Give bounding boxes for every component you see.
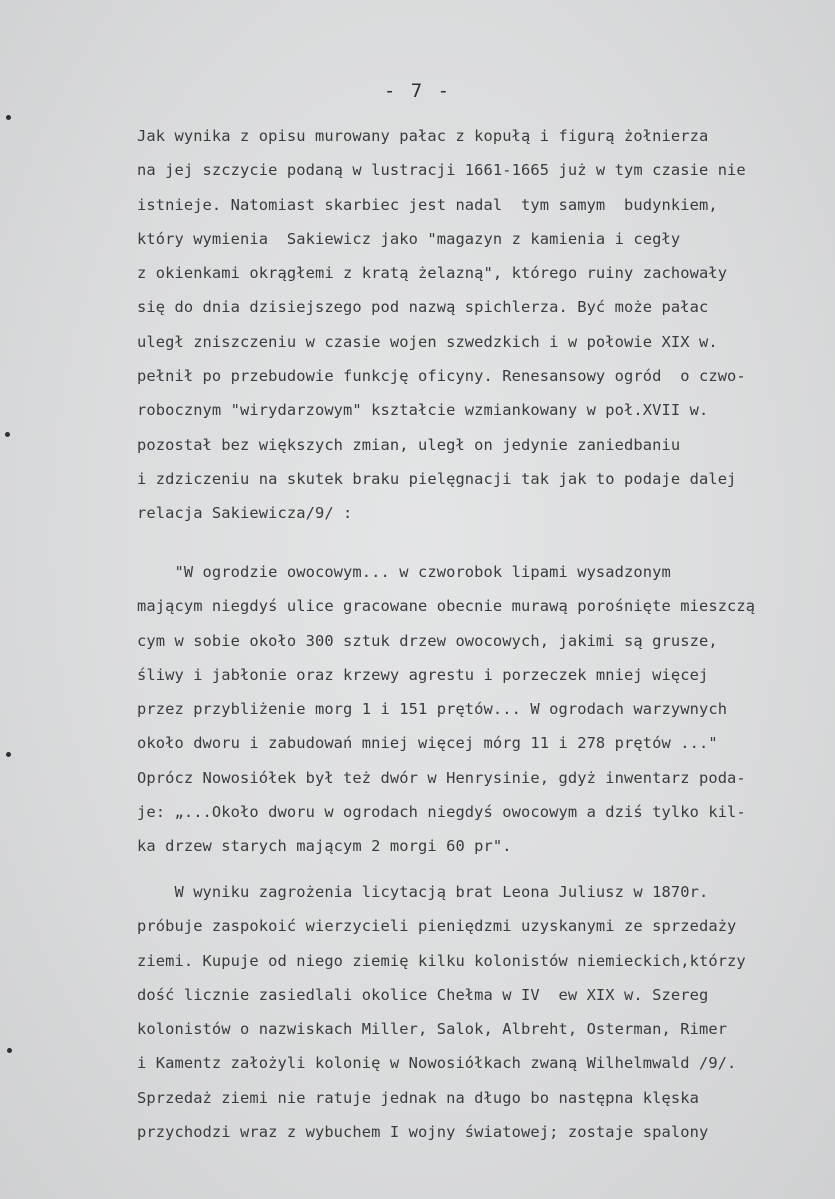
margin-punch-mark (5, 432, 10, 437)
text-line: się do dnia dzisiejszego pod nazwą spichlerza. Być może pałac (137, 298, 709, 317)
paragraph-3 (137, 875, 827, 1149)
margin-punch-mark (7, 1048, 12, 1053)
text-line: około dworu i zabudowań mniej więcej mórg 11 i 278 prętów ..." (137, 734, 718, 753)
text-line: cym w sobie około 300 sztuk drzew owocowych, jakimi są grusze, (137, 631, 718, 650)
paragraph-1 (137, 119, 827, 531)
text-line: na jej szczycie podaną w lustracji 1661-1665 już w tym czasie nie (137, 161, 746, 180)
page-number: - 7 - (383, 80, 452, 102)
text-line: uległ zniszczeniu w czasie wojen szwedzkich i w połowie XIX w. (137, 332, 718, 351)
text-line: mającym niegdyś ulice gracowane obecnie murawą porośnięte mieszczą (137, 597, 756, 616)
text-line: ka drzew starych mającym 2 morgi 60 pr". (137, 837, 512, 856)
text-line: Jak wynika z opisu murowany pałac z kopułą i figurą żołnierza (137, 127, 709, 145)
text-line: istnieje. Natomiast skarbiec jest nadal tym samym budynkiem, (137, 195, 718, 214)
text-line: i zdziczeniu na skutek braku pielęgnacji tak jak to podaje dalej (137, 469, 737, 488)
text-line: przez przybliżenie morg 1 i 151 prętów... W ogrodach warzywnych (137, 700, 728, 719)
text-line: z okienkami okrągłemi z kratą żelazną", którego ruiny zachowały (137, 264, 728, 283)
text-line: Oprócz Nowosiółek był też dwór w Henrysinie, gdyż inwentarz poda- (137, 768, 746, 787)
text-line: dość licznie zasiedlali okolice Chełma w IV ew XIX w. Szereg (137, 985, 709, 1004)
text-line: pozostał bez większych zmian, uległ on jedynie zaniedbaniu (137, 435, 681, 454)
margin-punch-mark (6, 115, 11, 120)
text-line: "W ogrodzie owocowym... w czworobok lipami wysadzonym (137, 563, 671, 581)
text-line: je: „...Około dworu w ogrodach niegdyś owocowym a dziś tylko kil- (137, 803, 746, 822)
text-line: i Kamentz założyli kolonię w Nowosiółkach zwaną Wilhelmwald /9/. (137, 1054, 737, 1073)
text-line: Sprzedaż ziemi nie ratuje jednak na długo bo następna klęska (137, 1088, 699, 1107)
text-line: próbuje zaspokoić wierzycieli pieniędzmi uzyskanymi ze sprzedaży (137, 917, 737, 936)
text-line: relacja Sakiewicza/9/ : (137, 504, 353, 523)
paragraph-2 (137, 555, 827, 864)
text-line: robocznym "wirydarzowym" kształcie wzmiankowany w poł.XVII w. (137, 401, 709, 420)
text-line: ziemi. Kupuje od niego ziemię kilku kolonistów niemieckich,którzy (137, 951, 746, 970)
margin-punch-mark (6, 752, 11, 757)
text-line: W wyniku zagrożenia licytacją brat Leona Juliusz w 1870r. (137, 883, 709, 901)
text-line: przychodzi wraz z wybuchem I wojny światowej; zostaje spalony (137, 1123, 709, 1142)
text-line: kolonistów o nazwiskach Miller, Salok, Albreht, Osterman, Rimer (137, 1020, 728, 1039)
text-line: śliwy i jabłonie oraz krzewy agrestu i porzeczek mniej więcej (137, 665, 709, 684)
text-line: który wymienia Sakiewicz jako "magazyn z kamienia i cegły (137, 229, 681, 248)
text-line: pełnił po przebudowie funkcję oficyny. Renesansowy ogród o czwo- (137, 367, 746, 386)
